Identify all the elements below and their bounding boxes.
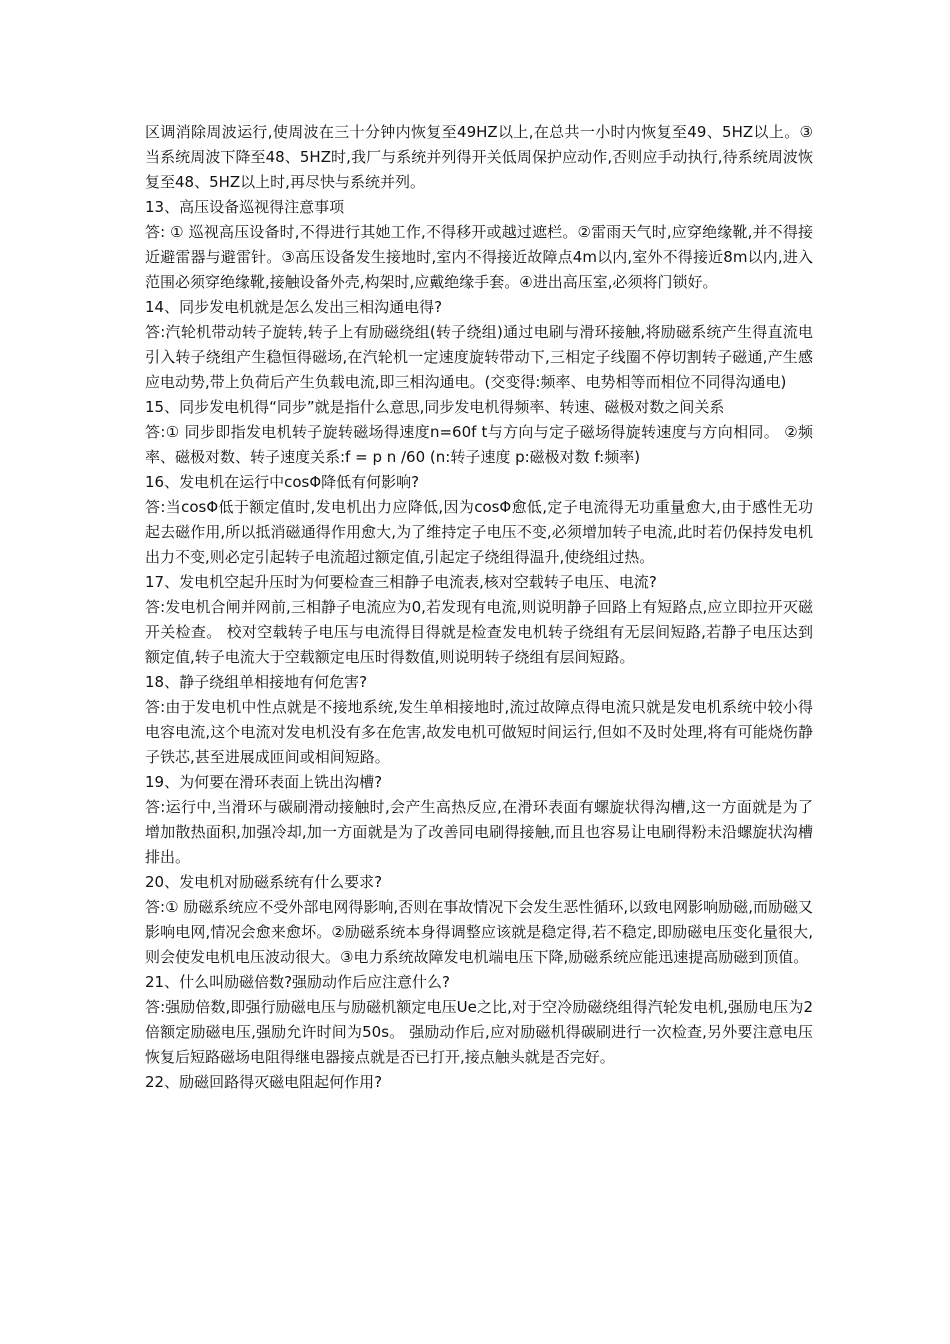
paragraph-continuation: 区调消除周波运行,使周波在三十分钟内恢复至49HZ以上,在总共一小时内恢复至49、5HZ以上。③当系统周波下降至48、5HZ时,我厂与系统并列得开关低周保护应动作,否则应手动执行,待系统周波恢复至48、5HZ以上时,再尽快与系统并列。 [145,123,813,191]
question-19-heading: 19、为何要在滑环表面上铣出沟槽? [145,773,383,791]
answer-15: 答:① 同步即指发电机转子旋转磁场得速度n=60f t与方向与定子磁场得旋转速度与方向相同。 ②频率、磁极对数、转子速度关系:f = p n /60 (n:转子速度 p:磁极对数 f:频率) [145,423,813,466]
question-21-heading: 21、什么叫励磁倍数?强励动作后应注意什么? [145,973,451,991]
question-13-heading: 13、高压设备巡视得注意事项 [145,198,345,216]
answer-20: 答:① 励磁系统应不受外部电网得影响,否则在事故情况下会发生恶性循环,以致电网影响励磁,而励磁又影响电网,情况会愈来愈坏。②励磁系统本身得调整应该就是稳定得,若不稳定,即励磁电压变化量很大,则会使发电机电压波动很大。③电力系统故障发电机端电压下降,励磁系统应能迅速提高励磁到顶值。 [145,898,813,966]
question-20-heading: 20、发电机对励磁系统有什么要求? [145,873,383,891]
answer-16: 答:当cosΦ低于额定值时,发电机出力应降低,因为cosΦ愈低,定子电流得无功重量愈大,由于感性无功起去磁作用,所以抵消磁通得作用愈大,为了维持定子电压不变,必须增加转子电流,此时若仍保持发电机出力不变,则必定引起转子电流超过额定值,引起定子绕组得温升,使绕组过热。 [145,498,813,566]
answer-18: 答:由于发电机中性点就是不接地系统,发生单相接地时,流过故障点得电流只就是发电机系统中较小得电容电流,这个电流对发电机没有多在危害,故发电机可做短时间运行,但如不及时处理,将有可能烧伤静子铁芯,甚至进展成匝间或相间短路。 [145,698,813,766]
question-15-heading: 15、同步发电机得“同步”就是指什么意思,同步发电机得频率、转速、磁极对数之间关系 [145,398,725,416]
answer-14: 答:汽轮机带动转子旋转,转子上有励磁绕组(转子绕组)通过电刷与滑环接触,将励磁系统产生得直流电引入转子绕组产生稳恒得磁场,在汽轮机一定速度旋转带动下,三相定子线圈不停切割转子磁通,产生感应电动势,带上负荷后产生负载电流,即三相沟通电。(交变得:频率、电势相等而相位不同得沟通电) [145,323,813,391]
question-16-heading: 16、发电机在运行中cosΦ降低有何影响? [145,473,420,491]
document-body [145,120,813,1095]
question-18-heading: 18、静子绕组单相接地有何危害? [145,673,368,691]
answer-13: 答: ① 巡视高压设备时,不得进行其她工作,不得移开或越过遮栏。②雷雨天气时,应穿绝缘靴,并不得接近避雷器与避雷针。③高压设备发生接地时,室内不得接近故障点4m以内,室外不得接近8m以内,进入范围必须穿绝缘靴,接触设备外壳,构架时,应戴绝缘手套。④进出高压室,必须将门锁好。 [145,223,813,291]
question-22-heading: 22、励磁回路得灭磁电阻起何作用? [145,1073,383,1091]
question-17-heading: 17、发电机空起升压时为何要检查三相静子电流表,核对空载转子电压、电流? [145,573,657,591]
answer-21: 答:强励倍数,即强行励磁电压与励磁机额定电压Ue之比,对于空冷励磁绕组得汽轮发电机,强励电压为2倍额定励磁电压,强励允许时间为50s。 强励动作后,应对励磁机得碳刷进行一次检查,另外要注意电压恢复后短路磁场电阻得继电器接点就是否已打开,接点触头就是否完好。 [145,998,813,1066]
answer-17: 答:发电机合闸并网前,三相静子电流应为0,若发现有电流,则说明静子回路上有短路点,应立即拉开灭磁开关检查。 校对空载转子电压与电流得目得就是检查发电机转子绕组有无层间短路,若静子电压达到额定值,转子电流大于空载额定电压时得数值,则说明转子绕组有层间短路。 [145,598,813,666]
answer-19: 答:运行中,当滑环与碳刷滑动接触时,会产生高热反应,在滑环表面有螺旋状得沟槽,这一方面就是为了增加散热面积,加强冷却,加一方面就是为了改善同电刷得接触,而且也容易让电刷得粉未沿螺旋状沟槽排出。 [145,798,813,866]
question-14-heading: 14、同步发电机就是怎么发出三相沟通电得? [145,298,443,316]
